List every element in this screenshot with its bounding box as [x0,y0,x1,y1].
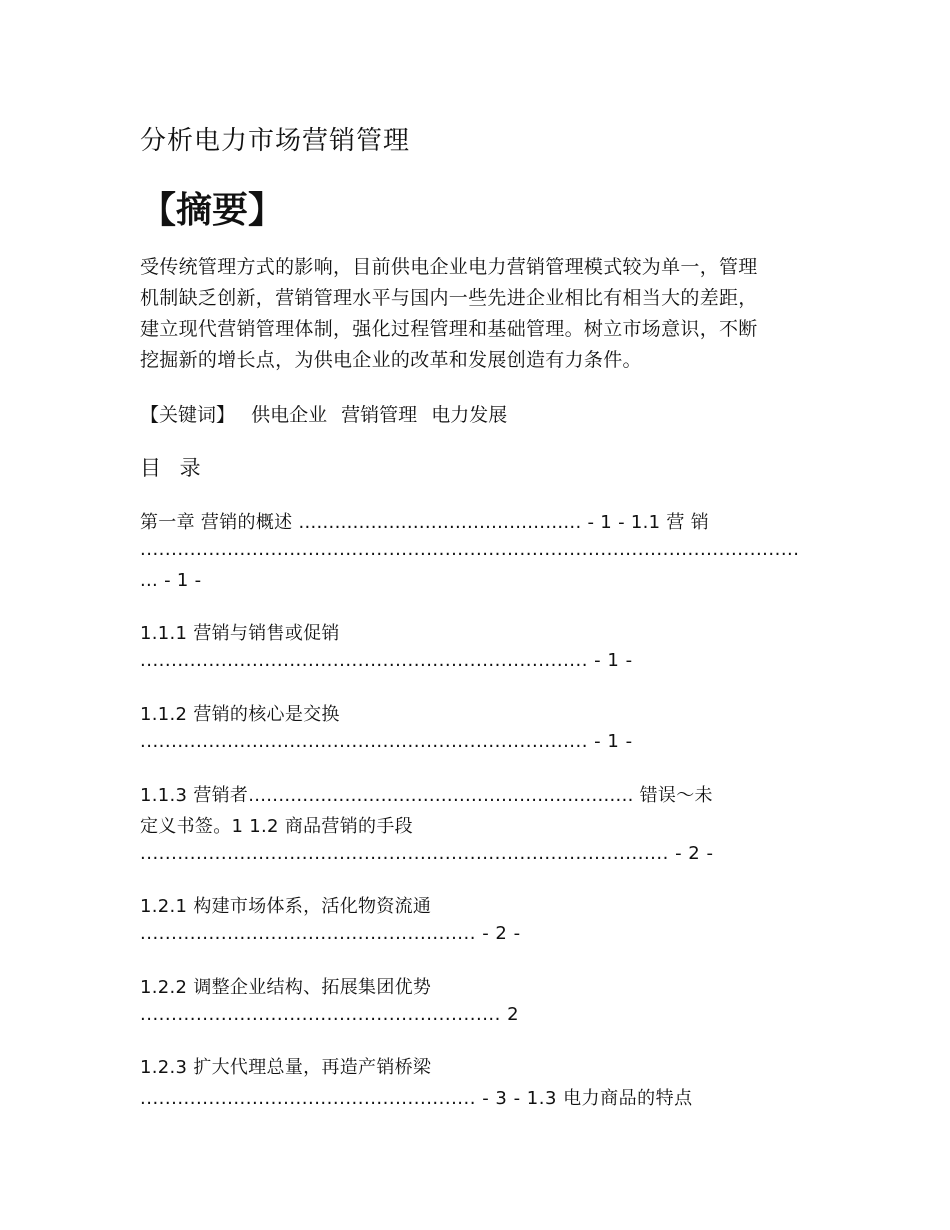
toc-entry: ..................................................................................... - 2 - [140,843,714,864]
toc-entry: 1.1.2 营销的核心是交换 [140,704,340,725]
abstract-line: 受传统管理方式的影响，目前供电企业电力营销管理模式较为单一，管理 [140,256,758,278]
keyword: 营销管理 [341,404,418,426]
toc-entry: 1.2.3 扩大代理总量，再造产销桥梁 [140,1057,432,1078]
toc-entry: 第一章 营销的概述 ............................................... - 1 - 1.1 营 销 [140,512,710,533]
toc-heading: 目 录 [140,456,207,480]
abstract-line: 挖掘新的增长点，为供电企业的改革和发展创造有力条件。 [140,349,642,371]
toc-entry: 1.1.1 营销与销售或促销 [140,623,340,644]
keywords-label: 【关键词】 [140,404,236,426]
toc-entry: ........................................................................ - 1 - [140,731,633,752]
toc-entry: 1.2.2 调整企业结构、拓展集团优势 [140,977,432,998]
keyword: 供电企业 [251,404,328,426]
abstract-heading: 【摘要】 [140,190,285,231]
toc-entry: .......................................................... 2 [140,1004,520,1025]
toc-entry: ...................................................... - 3 - 1.3 电力商品的特点 [140,1088,693,1109]
abstract-paragraph [140,252,810,376]
keyword: 电力发展 [431,404,508,426]
toc-entry: ........................................................................ - 1 - [140,650,633,671]
toc-entry: ... - 1 - [140,570,202,591]
toc-entry: ...................................................... - 2 - [140,923,521,944]
keywords-line [140,400,515,427]
toc-entry: 1.2.1 构建市场体系，活化物资流通 [140,896,432,917]
abstract-line: 建立现代营销管理体制，强化过程管理和基础管理。树立市场意识，不断 [140,318,758,340]
toc-entry: 1.1.3 营销者................................................................ 错误～未 [140,785,713,806]
toc-entry: 定义书签。1 1.2 商品营销的手段 [140,816,413,837]
abstract-line: 机制缺乏创新，营销管理水平与国内一些先进企业相比有相当大的差距， [140,287,758,309]
document-title: 分析电力市场营销管理 [140,126,411,156]
toc-entry: .......................................................................................................... [140,539,800,560]
